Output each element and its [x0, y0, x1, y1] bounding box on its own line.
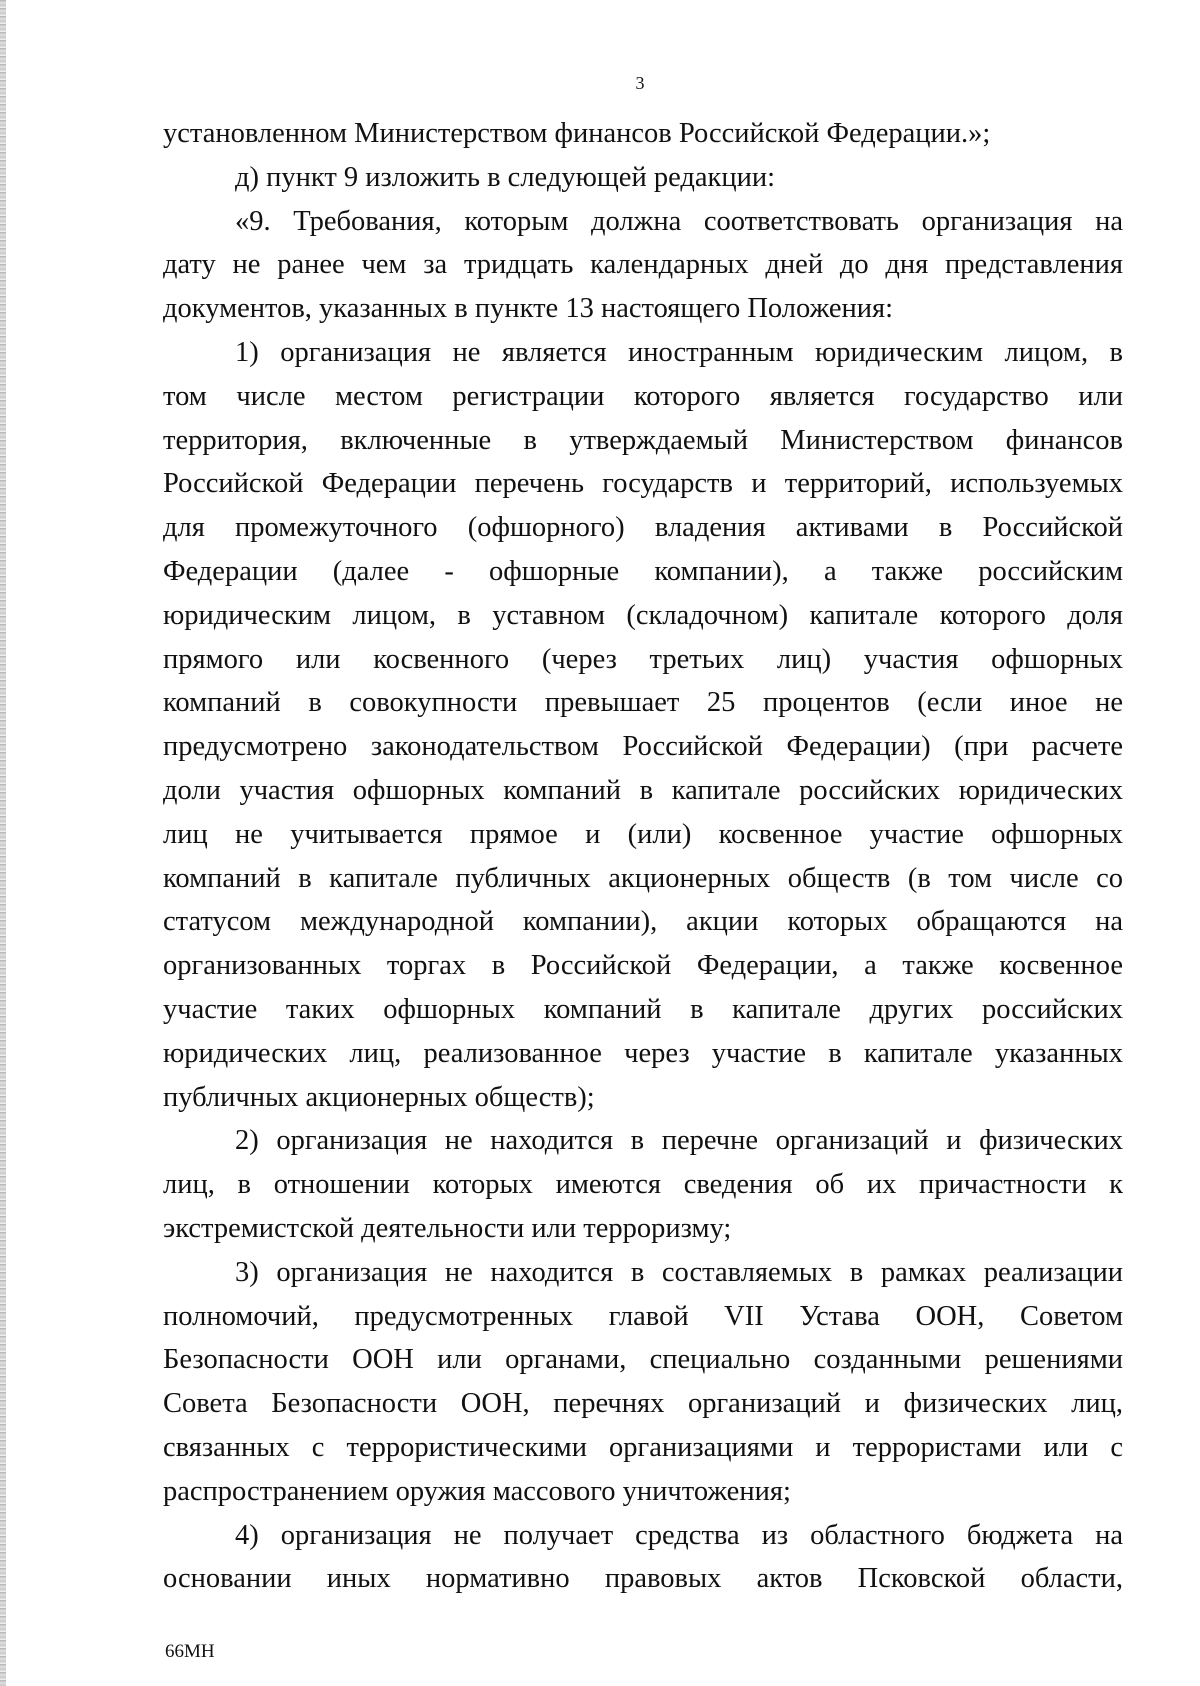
text-line: юридических лиц, реализованное через участие в капитале указанных	[163, 1037, 1123, 1069]
text-line: компаний в совокупности превышает 25 процентов (если иное не	[163, 687, 1123, 719]
text-line: основании иных нормативно правовых актов Псковской области,	[163, 1563, 1123, 1595]
text-line: лиц не учитывается прямое и (или) косвенное участие офшорных	[163, 818, 1123, 850]
text-line: для промежуточного (офшорного) владения активами в Российской	[163, 512, 1123, 544]
page-number: 3	[635, 73, 645, 93]
text-line: лиц, в отношении которых имеются сведения об их причастности к	[163, 1169, 1123, 1201]
text-line: прямого или косвенного (через третьих лиц) участия офшорных	[163, 643, 1123, 675]
text-line: установленном Министерством финансов Российской Федерации.»;	[163, 118, 991, 149]
text-line: «9. Требования, которым должна соответствовать организация на	[235, 205, 1123, 237]
text-line: документов, указанных в пункте 13 настоящего Положения:	[163, 293, 894, 325]
text-line: доли участия офшорных компаний в капитале российских юридических	[163, 774, 1123, 806]
document-footer-code: 66МН	[165, 1641, 215, 1662]
text-line: участие таких офшорных компаний в капитале других российских	[163, 993, 1123, 1025]
text-line: Совета Безопасности ООН, перечнях организаций и физических лиц,	[163, 1388, 1123, 1420]
text-line: организованных торгах в Российской Федерации, а также косвенное	[163, 950, 1123, 982]
text-line: распространением оружия массового уничтожения;	[163, 1475, 791, 1507]
text-line: юридическим лицом, в уставном (складочном) капитале которого доля	[163, 599, 1123, 631]
text-line: Российской Федерации перечень государств и территорий, используемых	[163, 468, 1123, 500]
text-line: 2) организация не находится в перечне организаций и физических	[235, 1125, 1123, 1157]
text-line: Федерации (далее - офшорные компании), а также российским	[163, 555, 1123, 587]
text-line: 1) организация не является иностранным юридическим лицом, в	[235, 336, 1123, 368]
text-line: публичных акционерных обществ);	[163, 1081, 595, 1113]
text-line: том числе местом регистрации которого является государство или	[163, 380, 1123, 412]
document-body	[163, 112, 1123, 1601]
text-line: д) пункт 9 изложить в следующей редакции:	[235, 161, 776, 193]
text-line: 4) организация не получает средства из областного бюджета на	[235, 1519, 1123, 1551]
text-line: связанных с террористическими организациями и террористами или с	[163, 1431, 1123, 1463]
scan-edge	[0, 0, 6, 1686]
text-line: статусом международной компании), акции которых обращаются на	[163, 906, 1123, 938]
text-line: экстремистской деятельности или терроризму;	[163, 1212, 732, 1244]
text-line: территория, включенные в утверждаемый Министерством финансов	[163, 424, 1123, 456]
text-line: 3) организация не находится в составляемых в рамках реализации	[235, 1256, 1123, 1288]
text-line: дату не ранее чем за тридцать календарных дней до дня представления	[163, 249, 1123, 281]
text-line: компаний в капитале публичных акционерных обществ (в том числе со	[163, 862, 1123, 894]
text-line: предусмотрено законодательством Российской Федерации) (при расчете	[163, 731, 1123, 763]
text-line: полномочий, предусмотренных главой VII Устава ООН, Советом	[163, 1300, 1123, 1332]
text-line: Безопасности ООН или органами, специально созданными решениями	[163, 1344, 1123, 1376]
